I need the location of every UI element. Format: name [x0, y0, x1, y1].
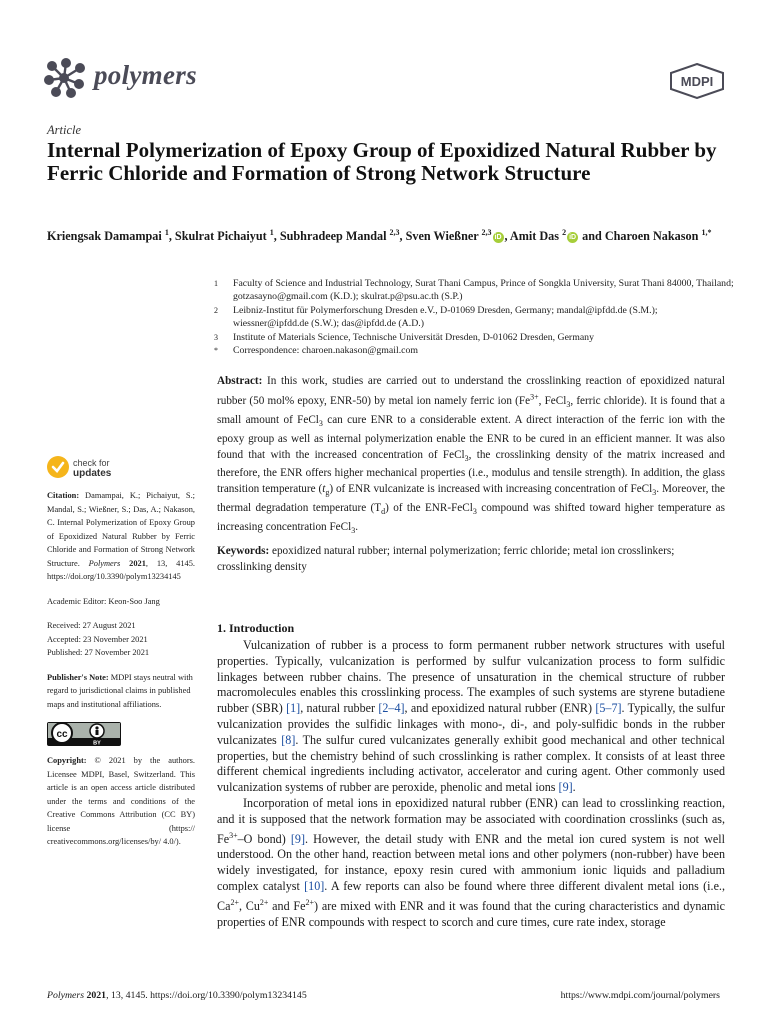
copyright-label: Copyright: [47, 756, 87, 765]
citation-year: 2021 [129, 558, 146, 568]
article-sidebar [47, 489, 195, 860]
body-text: Vulcanization of rubber is a process to form permanent rubber network structures with useful properties. Typically, vulcanization is performed by sulfur vulcanization process to form sulfidic linkages between rubber chains. The presence of unsaturation in the chemical structure of rubber macromolecules enables this crosslinking process. The examples of such systems are styrene butadiene rubber (SBR) [217, 638, 725, 716]
affiliation-number: 1 [214, 279, 218, 288]
affiliation-number: * [214, 346, 218, 356]
body-text: . [572, 780, 576, 795]
article-type: Article [47, 123, 82, 137]
abstract-segment: ) of the ENR-FeCl [385, 501, 473, 514]
check-updates-line2: updates [73, 468, 112, 479]
received-date: Received: 27 August 2021 [47, 621, 136, 630]
orcid-icon[interactable]: iD [494, 233, 502, 241]
author-affiliation-marker: 1,* [701, 228, 712, 237]
author-affiliation-marker: 2,3 [481, 228, 492, 237]
superscript: 2+ [305, 897, 315, 907]
journal-logo-icon [44, 58, 88, 98]
citation-reference-link[interactable]: [5–7] [595, 701, 622, 716]
abstract-segment: , the crosslinking density of the matrix increased and therefore, the ENR offers higher mechanical properties (i.e., modulus and tensile strength). In addition, the glass transition temperature ( [217, 448, 725, 495]
body-text: ) are mixed with ENR and it was found that the curing characteristics and dynamic properties of ENR compounds with respect to scorch and cure times, cure rate index, storage [217, 898, 725, 929]
keywords-text: epoxidized natural rubber; internal polymerization; ferric chloride; metal ion crosslinkers; crosslinking density [217, 545, 675, 573]
academic-editor: Academic Editor: Keon-Soo Jang [47, 596, 160, 606]
affiliation-number: 3 [214, 332, 218, 342]
body-text: –O bond) [237, 831, 291, 846]
dates-block [47, 619, 195, 660]
affiliation-item [214, 277, 734, 304]
body-text: and Fe [268, 898, 306, 913]
abstract-segment: , FeCl [538, 395, 567, 408]
citation-doi[interactable]: , 13, 4145. https://doi.org/10.3390/polym13234145 [47, 558, 196, 581]
abstract [217, 374, 725, 538]
abstract-segment: . [355, 520, 359, 533]
author-affiliation-marker: 1 [269, 228, 274, 237]
author-name: Sven Wießner [405, 229, 479, 244]
citation-reference-link[interactable]: [9] [558, 780, 573, 795]
citation-reference-link[interactable]: [2–4] [378, 701, 405, 716]
abstract-segment: d [381, 507, 386, 517]
body-text: . Typically, the sulfur vulcanization provides the sulfidic linkages with mono-, di-, and poly-sulfidic bonds in the rubber vulcanizates [217, 701, 725, 747]
accepted-date: Accepted: 23 November 2021 [47, 634, 148, 644]
author-name: Charoen Nakason [604, 229, 699, 244]
body-text: . However, the detail study with ENR and the metal ion cured system is not well understood. On the other hand, reaction between metal ions and other polymers (non-rubber) have been widely investigated, for instance, epoxy resin cured with ammonium ionic liquids and palladium complex catalyst [217, 831, 725, 893]
author-name: Amit Das [509, 229, 560, 244]
affiliation-item [214, 344, 734, 357]
abstract-segment: 3 [464, 453, 469, 463]
abstract-segment: , ferric chloride). It is found that a small amount of FeCl [217, 395, 725, 427]
journal-name: polymers [94, 60, 197, 90]
body-text: Incorporation of metal ions in epoxidized natural rubber (ENR) can lead to crosslinking reaction, and it is supposed that the network formation may be associated with coordination crosslinks (such as, Fe [217, 795, 725, 846]
check-for-updates-button[interactable] [47, 456, 167, 480]
author-name: Subhradeep Mandal [279, 229, 387, 244]
orcid-icon[interactable]: iD [569, 233, 577, 241]
citation-label: Citation: [47, 491, 80, 500]
affiliation-text: Faculty of Science and Industrial Technology, Surat Thani Campus, Prince of Songkla University, Surat Thani 84000, Thailand; gotzasayno@gmail.com (K.D.); skulrat.p@psu.ac.th (S.P.) [233, 278, 734, 303]
affiliation-item [214, 304, 734, 331]
affiliation-item [214, 331, 734, 344]
copyright-text: © 2021 by the authors. Licensee MDPI, Basel, Switzerland. This article is an open access article distributed under the terms and conditions of the Creative Commons Attribution (CC BY) license (https:// creativecommons.org/licenses/by/ 4.0/). [47, 756, 195, 846]
body-paragraph [217, 796, 725, 930]
superscript: 3+ [229, 830, 238, 840]
abstract-segment: compound was shifted toward higher temperature as increasing concentration FeCl [217, 501, 725, 533]
mdpi-logo-text: MDPI [680, 74, 714, 89]
abstract-segment: 3 [351, 525, 356, 535]
author-affiliation-marker: 2 [562, 228, 567, 237]
keywords-label: Keywords: [217, 545, 270, 557]
affiliation-text: Institute of Materials Science, Technische Universität Dresden, D-01062 Dresden, Germany [233, 331, 594, 343]
author-list [47, 224, 737, 245]
author-separator: , [504, 229, 510, 244]
superscript: 2+ [230, 897, 239, 907]
published-date: Published: 27 November 2021 [47, 648, 150, 657]
abstract-text [217, 375, 725, 533]
superscript: 2+ [259, 897, 269, 907]
mdpi-logo [668, 63, 726, 99]
affiliation-text: Leibniz-Institut für Polymerforschung Dresden e.V., D-01069 Dresden, Germany; mandal@ipfdd.de (S.M.); wiessner@ipfdd.de (S.W.); das@ipfdd.de (A.D.) [233, 304, 658, 330]
section-heading: 1. Introduction [217, 621, 295, 635]
body-text: , Cu [238, 898, 260, 913]
body-text: . The sulfur cured vulcanizates generally exhibit good mechanical and other technical properties, but the chemistry behind of such crosslinking is rather complex. It consists of at least three different chemical ingredients including activator, accelerator and curing agent. Other commonly used vulcanization systems of rubber are peroxide, phenolic and metal ions [217, 732, 725, 795]
copyright-block [47, 754, 195, 849]
keywords [217, 544, 725, 575]
abstract-segment: ) of ENR vulcanizate is increased with increasing concentration of FeCl [329, 483, 653, 495]
abstract-segment: 3 [472, 507, 477, 517]
affiliation-text: Correspondence: charoen.nakason@gmail.com [233, 345, 419, 357]
affiliations [214, 277, 734, 357]
publisher-note-label: Publisher's Note: [47, 672, 109, 682]
cc-by-license-icon[interactable] [47, 722, 121, 746]
author-separator: and [579, 229, 605, 244]
footer-year: 2021 [86, 990, 107, 1001]
author-separator: , [273, 229, 280, 244]
article-body [217, 638, 725, 930]
author-affiliation-marker: 1 [164, 228, 169, 237]
body-text: , natural rubber [300, 701, 379, 716]
abstract-segment: In this work, studies are carried out to understand the crosslinking reaction of epoxidized natural rubber (50 mol% epoxy, ENR-50) by metal ion namely ferric ion (Fe [217, 375, 725, 408]
check-updates-icon [47, 456, 69, 478]
citation-reference-link[interactable]: [8] [281, 732, 296, 747]
citation-block [47, 489, 195, 584]
citation-reference-link[interactable]: [1] [286, 701, 301, 716]
body-text: , and epoxidized natural rubber (ENR) [404, 701, 596, 716]
footer-citation [47, 990, 307, 1001]
footer-journal: Polymers [47, 990, 85, 1001]
abstract-segment: 3 [566, 400, 571, 410]
abstract-segment: . Moreover, the thermal degradation temperature (T [217, 483, 725, 514]
abstract-segment: g [325, 488, 330, 498]
abstract-segment: t [322, 483, 326, 495]
publisher-note-text: MDPI stays neutral with regard to jurisdictional claims in published maps and institutional affiliations. [47, 672, 193, 709]
abstract-segment: can cure ENR to a considerable extent. A direct interaction of the ferric ion with the epoxy group as well as internal polymerization enable the ENR to be cured in an efficient manner. It was also found that with the increased concentration of FeCl [217, 414, 725, 461]
citation-journal: Polymers [88, 558, 121, 568]
abstract-segment: 3 [652, 488, 657, 498]
citation-text: Damampai, K.; Pichaiyut, S.; Mandal, S.; Wießner, S.; Das, A.; Nakason, C. Internal Polymerization of Epoxy Group of Epoxidized Natural Rubber by Ferric Chloride and Formation of Strong Network Structure. [47, 491, 195, 568]
abstract-label: Abstract: [217, 375, 263, 387]
citation-reference-link[interactable]: [10] [304, 878, 325, 893]
author-separator: , [168, 229, 175, 244]
check-updates-line1: check for [73, 458, 110, 468]
citation-reference-link[interactable]: [9] [290, 831, 306, 846]
author-name: Kriengsak Damampai [47, 229, 162, 244]
abstract-segment: 3+ [530, 392, 539, 402]
svg-text:cc: cc [56, 729, 68, 740]
cc-by-label: BY [93, 740, 101, 746]
affiliation-number: 2 [214, 305, 218, 315]
author-separator: , [399, 229, 406, 244]
body-text: . A few reports can also be found where three different divalent metal ions (i.e., Ca [217, 878, 725, 913]
publisher-note [47, 671, 195, 712]
body-paragraph [217, 638, 725, 796]
article-title: Internal Polymerization of Epoxy Group of Epoxidized Natural Rubber by Ferric Chloride and Formation of Strong Network Structure [47, 138, 717, 185]
author-affiliation-marker: 2,3 [389, 228, 400, 237]
abstract-segment: 3 [318, 419, 323, 429]
footer-journal-url[interactable]: https://www.mdpi.com/journal/polymers [560, 990, 720, 1001]
footer-doi[interactable]: , 13, 4145. https://doi.org/10.3390/polym13234145 [106, 990, 307, 1001]
author-name: Skulrat Pichaiyut [174, 229, 267, 244]
